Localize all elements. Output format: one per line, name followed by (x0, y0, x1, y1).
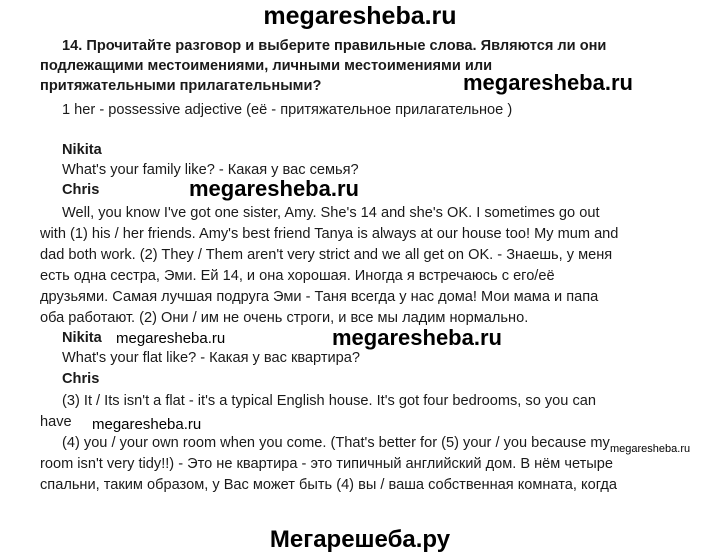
dialogue-line: спальни, таким образом, у Вас может быть (4) вы / ваша собственная комната, когда (40, 477, 618, 493)
dialogue-line: Well, you know I've got one sister, Amy. She's 14 and she's OK. I sometimes go out (62, 205, 600, 221)
dialogue-line: have (40, 414, 72, 430)
dialogue-line: dad both work. (2) They / Them aren't very strict and we all get on OK. - Знаешь, у меня (40, 247, 613, 263)
speaker-label: Nikita (62, 330, 102, 346)
watermark-mark: megaresheba.ru (116, 330, 226, 347)
dialogue-line: (3) It / Its isn't a flat - it's a typical English house. It's got four bedrooms, so you can (62, 393, 596, 409)
task-heading-line3: притяжательными прилагательными? (40, 78, 322, 94)
speaker-label: Nikita (62, 142, 102, 158)
task-heading-line1: 14. Прочитайте разговор и выберите правильные слова. Являются ли они (62, 38, 607, 54)
watermark-mark: megaresheba.ru (332, 325, 502, 350)
watermark-mark: megaresheba.ru (463, 70, 633, 95)
dialogue-line: What's your flat like? - Какая у вас квартира? (62, 350, 361, 366)
dialogue-line: оба работают. (2) Они / им не очень строги, и все мы ладим нормально. (40, 310, 529, 326)
answer-note: 1 her - possessive adjective (её - притяжательное прилагательное ) (62, 102, 513, 118)
watermark-mark: megaresheba.ru (189, 176, 359, 201)
dialogue-line: (4) you / your own room when you come. (That's better for (5) your / you because my (62, 435, 610, 451)
task-heading-line2: подлежащими местоимениями, личными местоимениями или (40, 58, 493, 74)
speaker-label: Chris (62, 182, 100, 198)
watermark-mark: megaresheba.ru (92, 416, 202, 433)
dialogue-line: друзьями. Самая лучшая подруга Эми - Таня всегда у нас дома! Мои мама и папа (40, 289, 599, 305)
watermark-bottom: Мегарешеба.ру (269, 526, 451, 553)
dialogue-line: есть одна сестра, Эми. Ей 14, и она хорошая. Иногда я встречаюсь с его/её (40, 268, 555, 284)
dialogue-line: with (1) his / her friends. Amy's best friend Tanya is always at our house too! My mum and (40, 226, 619, 242)
watermark-top: megaresheba.ru (263, 2, 457, 30)
speaker-label: Chris (62, 371, 100, 387)
dialogue-line: room isn't very tidy!!) - Это не квартира - это типичный английский дом. В нём четыре (40, 456, 614, 472)
dialogue-line: What's your family like? - Какая у вас семья? (62, 162, 359, 178)
watermark-mark: megaresheba.ru (610, 443, 691, 455)
